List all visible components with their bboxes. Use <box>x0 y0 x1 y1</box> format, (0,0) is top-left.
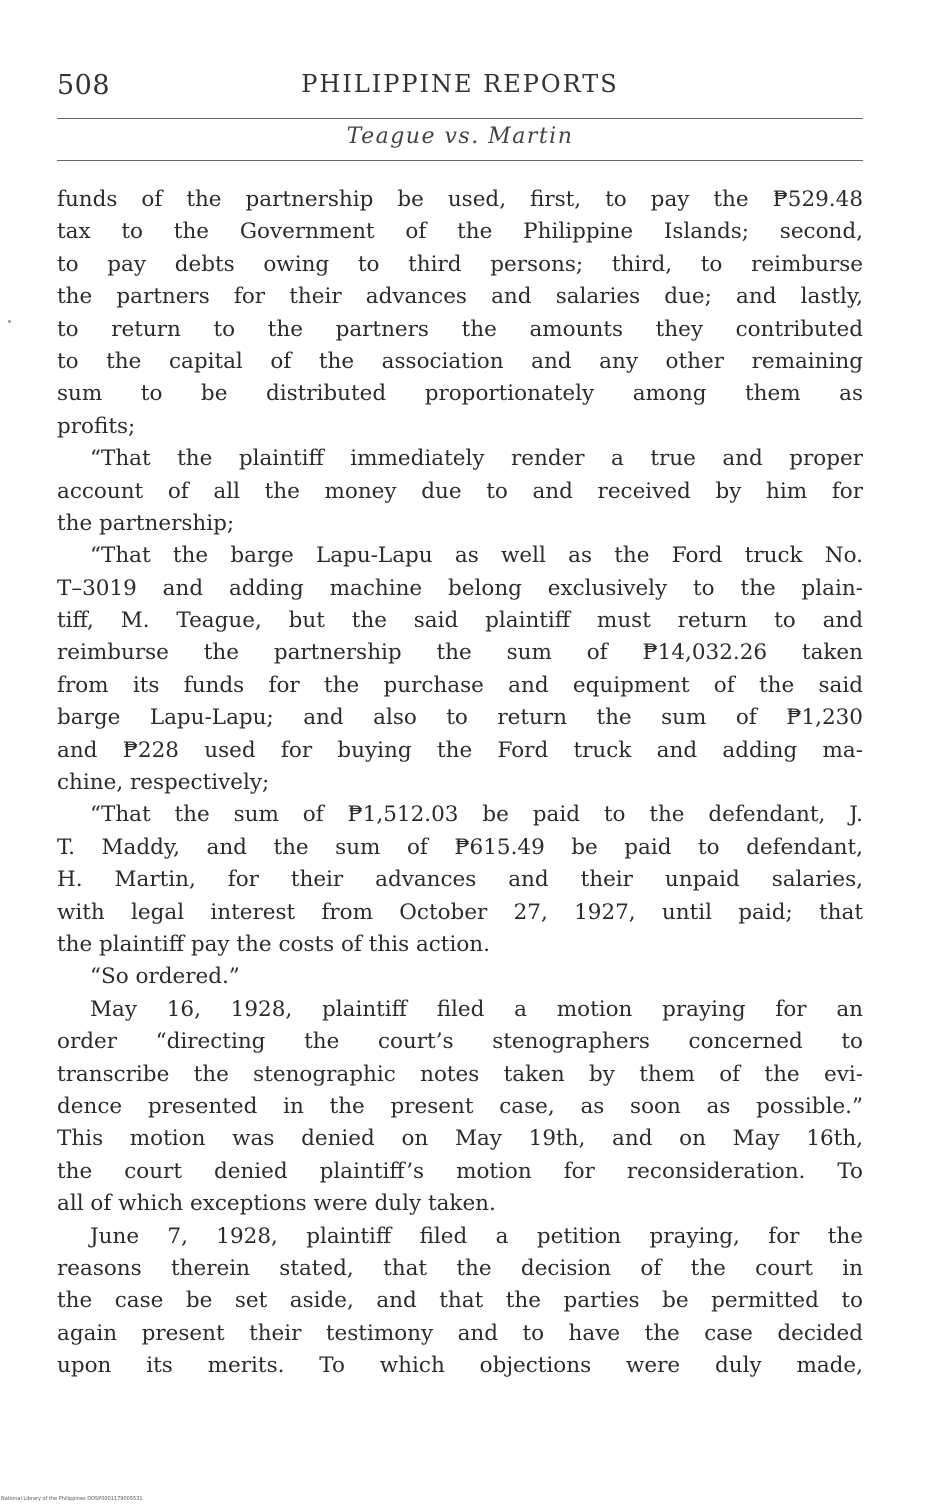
text-line: “So ordered.” <box>90 964 240 990</box>
text-line: “That the sum of ₱1,512.03 be paid to the defendant, J. <box>90 802 863 828</box>
page-header <box>57 68 863 108</box>
text-line: again present their testimony and to have the case decided <box>57 1320 863 1346</box>
library-stamp: National Library of the Philippines DOSP0001179005531 <box>1 1496 143 1502</box>
text-line: from its funds for the purchase and equipment of the said <box>57 672 863 698</box>
text-line: to pay debts owing to third persons; third, to reimburse <box>57 251 863 277</box>
text-line: tiff, M. Teague, but the said plaintiff must return to and <box>57 608 863 634</box>
text-line: barge Lapu-Lapu; and also to return the sum of ₱1,230 <box>57 705 863 731</box>
header-rule-top <box>57 118 863 119</box>
text-line: upon its merits. To which objections were duly made, <box>57 1353 863 1379</box>
text-line: “That the plaintiff immediately render a true and proper <box>90 446 863 472</box>
text-line: the partners for their advances and salaries due; and lastly, <box>57 284 863 310</box>
text-line: June 7, 1928, plaintiff filed a petition praying, for the <box>90 1223 863 1249</box>
text-line: reimburse the partnership the sum of ₱14,032.26 taken <box>57 640 863 666</box>
text-line: the court denied plaintiff’s motion for reconsideration. To <box>57 1158 863 1184</box>
text-line: the plaintiff pay the costs of this action. <box>57 931 490 957</box>
text-line: May 16, 1928, plaintiff filed a motion praying for an <box>90 996 863 1022</box>
text-line: to the capital of the association and any other remaining <box>57 348 863 374</box>
text-line: transcribe the stenographic notes taken by them of the evi- <box>57 1061 863 1087</box>
text-line: This motion was denied on May 19th, and on May 16th, <box>57 1126 863 1152</box>
text-line: “That the barge Lapu-Lapu as well as the Ford truck No. <box>90 543 863 569</box>
header-rule-bottom <box>57 160 863 161</box>
text-line: and ₱228 used for buying the Ford truck and adding ma- <box>57 737 863 763</box>
text-line: funds of the partnership be used, first, to pay the ₱529.48 <box>57 187 863 212</box>
text-line: order “directing the court’s stenographers concerned to <box>57 1029 863 1055</box>
text-line: dence presented in the present case, as soon as possible.” <box>57 1093 863 1119</box>
scan-speck <box>8 320 11 323</box>
text-line: account of all the money due to and received by him for <box>57 478 863 504</box>
page-number: 508 <box>57 70 111 101</box>
text-line: H. Martin, for their advances and their unpaid salaries, <box>57 867 863 893</box>
text-line: to return to the partners the amounts they contributed <box>57 316 863 342</box>
text-line: the case be set aside, and that the parties be permitted to <box>57 1288 863 1314</box>
body-text <box>57 184 863 1382</box>
text-line: all of which exceptions were duly taken. <box>57 1191 496 1217</box>
text-line: tax to the Government of the Philippine Islands; second, <box>57 219 863 245</box>
running-title: PHILIPPINE REPORTS <box>301 70 619 98</box>
case-title: Teague vs. Martin <box>346 124 574 149</box>
text-line: profits; <box>57 413 136 439</box>
text-line: sum to be distributed proportionately among them as <box>57 381 863 407</box>
text-line: T. Maddy, and the sum of ₱615.49 be paid to defendant, <box>57 834 863 860</box>
text-line: with legal interest from October 27, 1927, until paid; that <box>57 899 863 925</box>
text-line: chine, respectively; <box>57 770 270 796</box>
text-line: reasons therein stated, that the decision of the court in <box>57 1255 863 1281</box>
text-line: the partnership; <box>57 510 235 536</box>
text-line: T–3019 and adding machine belong exclusively to the plain- <box>57 575 863 601</box>
